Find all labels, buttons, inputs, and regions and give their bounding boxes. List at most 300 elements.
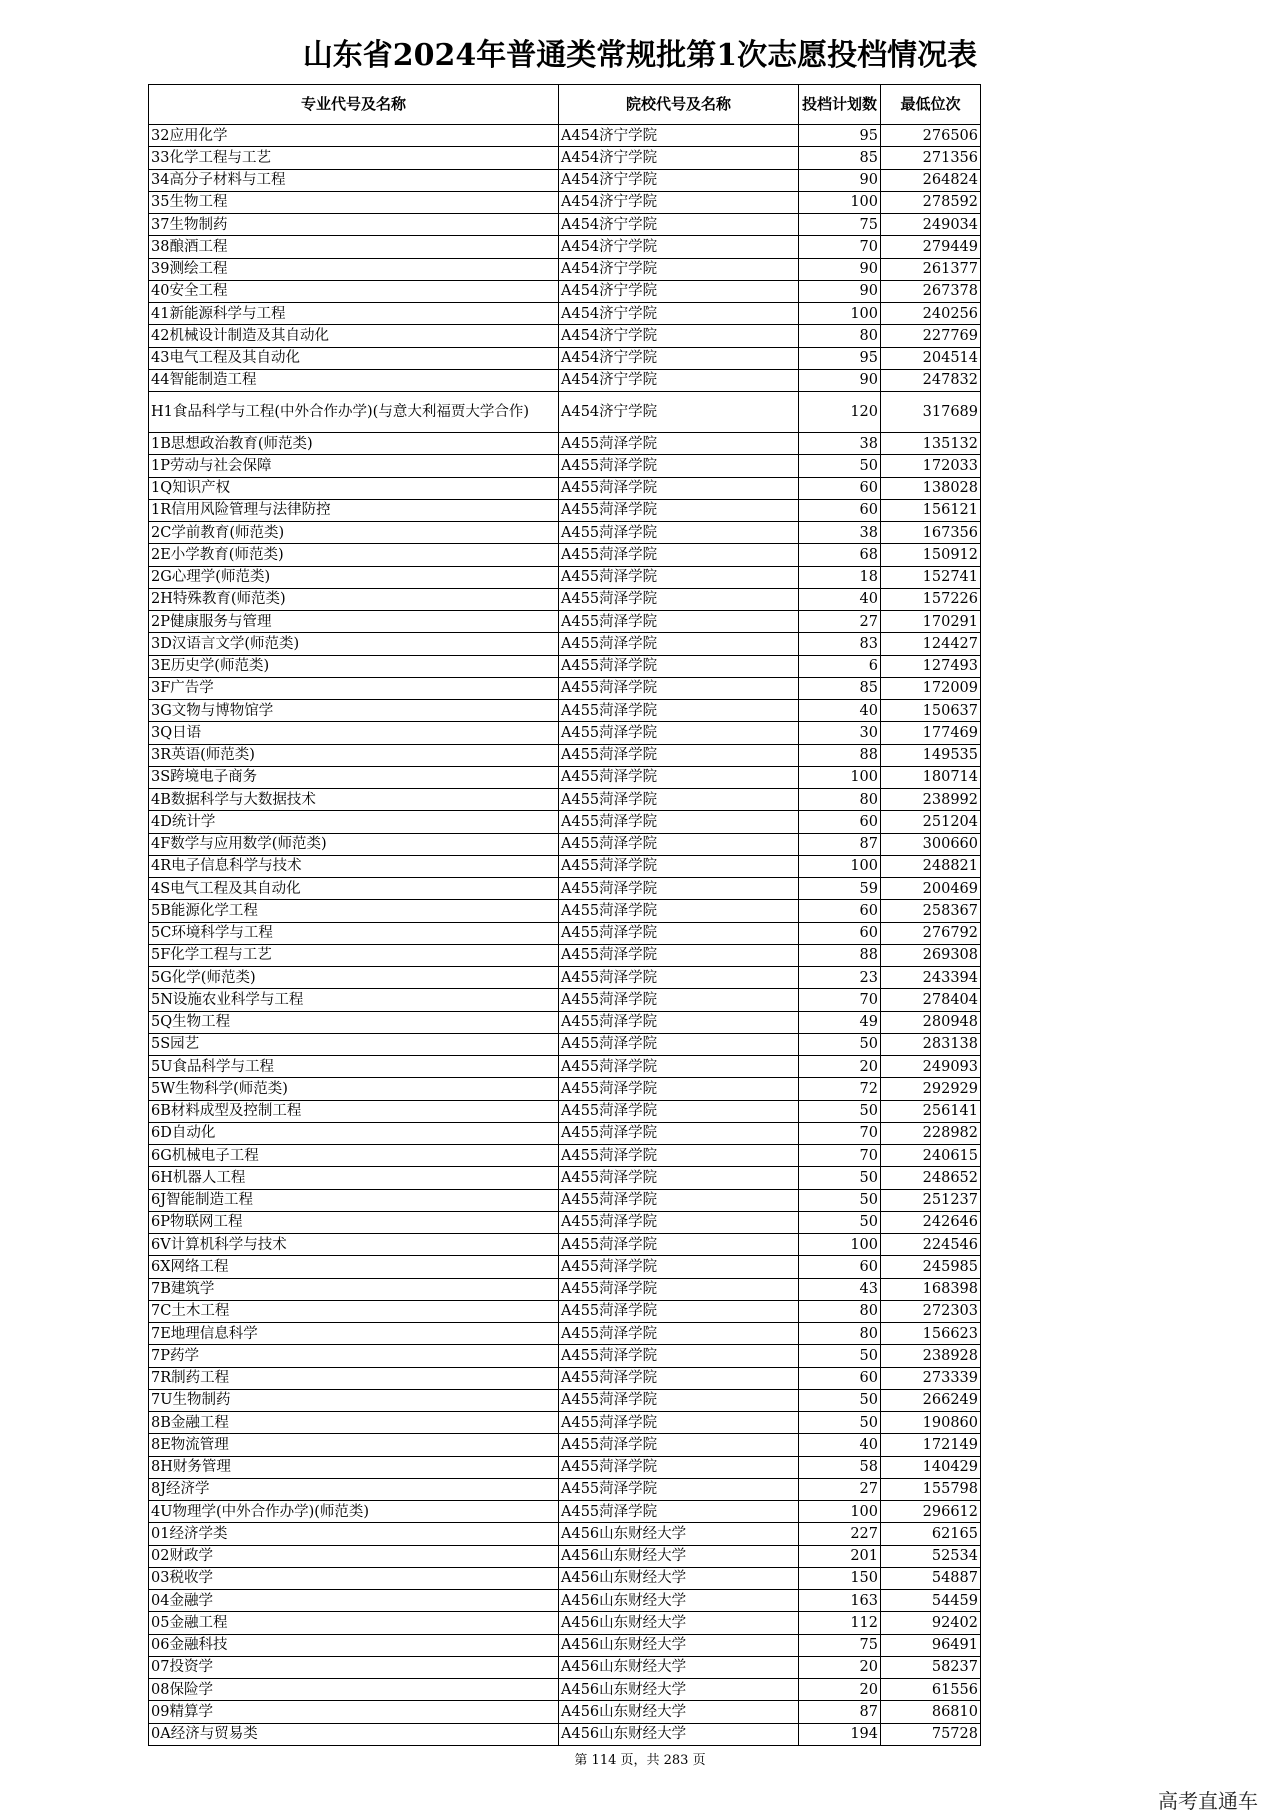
cell-school: A455菏泽学院 bbox=[559, 522, 799, 544]
cell-major: 02财政学 bbox=[149, 1545, 559, 1567]
cell-major: 44智能制造工程 bbox=[149, 369, 559, 391]
cell-plan: 38 bbox=[799, 433, 881, 455]
cell-plan: 150 bbox=[799, 1567, 881, 1589]
cell-plan: 100 bbox=[799, 1501, 881, 1523]
cell-rank: 180714 bbox=[881, 766, 981, 788]
cell-plan: 20 bbox=[799, 1656, 881, 1678]
header-major: 专业代号及名称 bbox=[149, 85, 559, 125]
cell-plan: 38 bbox=[799, 522, 881, 544]
cell-plan: 80 bbox=[799, 1323, 881, 1345]
table-row bbox=[149, 1679, 981, 1701]
cell-school: A455菏泽学院 bbox=[559, 1434, 799, 1456]
cell-plan: 90 bbox=[799, 169, 881, 191]
cell-rank: 276792 bbox=[881, 922, 981, 944]
cell-rank: 62165 bbox=[881, 1523, 981, 1545]
cell-plan: 27 bbox=[799, 611, 881, 633]
cell-rank: 251237 bbox=[881, 1189, 981, 1211]
cell-school: A455菏泽学院 bbox=[559, 1033, 799, 1055]
cell-school: A455菏泽学院 bbox=[559, 722, 799, 744]
cell-plan: 30 bbox=[799, 722, 881, 744]
table-row bbox=[149, 989, 981, 1011]
table-row bbox=[149, 1033, 981, 1055]
table-row bbox=[149, 1167, 981, 1189]
table-row bbox=[149, 125, 981, 147]
cell-rank: 135132 bbox=[881, 433, 981, 455]
page-title: 山东省2024年普通类常规批第1次志愿投档情况表 bbox=[302, 38, 978, 73]
cell-school: A456山东财经大学 bbox=[559, 1679, 799, 1701]
cell-major: 3Q日语 bbox=[149, 722, 559, 744]
cell-school: A455菏泽学院 bbox=[559, 566, 799, 588]
cell-major: 0A经济与贸易类 bbox=[149, 1723, 559, 1745]
cell-major: 2G心理学(师范类) bbox=[149, 566, 559, 588]
cell-plan: 68 bbox=[799, 544, 881, 566]
cell-rank: 245985 bbox=[881, 1256, 981, 1278]
table-row bbox=[149, 677, 981, 699]
table-row bbox=[149, 900, 981, 922]
table-row bbox=[149, 455, 981, 477]
cell-school: A454济宁学院 bbox=[559, 325, 799, 347]
cell-rank: 266249 bbox=[881, 1389, 981, 1411]
cell-school: A455菏泽学院 bbox=[559, 1456, 799, 1478]
cell-rank: 52534 bbox=[881, 1545, 981, 1567]
table-row bbox=[149, 1300, 981, 1322]
table-row bbox=[149, 1434, 981, 1456]
cell-major: 3E历史学(师范类) bbox=[149, 655, 559, 677]
cell-rank: 271356 bbox=[881, 147, 981, 169]
cell-major: 7R制药工程 bbox=[149, 1367, 559, 1389]
cell-school: A456山东财经大学 bbox=[559, 1590, 799, 1612]
cell-school: A455菏泽学院 bbox=[559, 655, 799, 677]
table-row bbox=[149, 855, 981, 877]
cell-plan: 60 bbox=[799, 477, 881, 499]
cell-rank: 272303 bbox=[881, 1300, 981, 1322]
table-row bbox=[149, 1456, 981, 1478]
table-row bbox=[149, 1501, 981, 1523]
cell-rank: 150912 bbox=[881, 544, 981, 566]
cell-major: 3S跨境电子商务 bbox=[149, 766, 559, 788]
cell-school: A454济宁学院 bbox=[559, 392, 799, 433]
table-row bbox=[149, 1389, 981, 1411]
table-row bbox=[149, 303, 981, 325]
cell-major: 5S园艺 bbox=[149, 1033, 559, 1055]
cell-major: 2E小学教育(师范类) bbox=[149, 544, 559, 566]
cell-rank: 278592 bbox=[881, 191, 981, 213]
cell-rank: 269308 bbox=[881, 944, 981, 966]
cell-rank: 177469 bbox=[881, 722, 981, 744]
cell-school: A455菏泽学院 bbox=[559, 1145, 799, 1167]
table-row bbox=[149, 1189, 981, 1211]
cell-major: 40安全工程 bbox=[149, 280, 559, 302]
cell-school: A455菏泽学院 bbox=[559, 989, 799, 1011]
cell-school: A455菏泽学院 bbox=[559, 1323, 799, 1345]
cell-plan: 95 bbox=[799, 125, 881, 147]
cell-major: 06金融科技 bbox=[149, 1634, 559, 1656]
cell-rank: 247832 bbox=[881, 369, 981, 391]
cell-plan: 100 bbox=[799, 855, 881, 877]
table-row bbox=[149, 1478, 981, 1500]
cell-major: 32应用化学 bbox=[149, 125, 559, 147]
cell-major: 1B思想政治教育(师范类) bbox=[149, 433, 559, 455]
cell-rank: 267378 bbox=[881, 280, 981, 302]
table-row bbox=[149, 1656, 981, 1678]
cell-rank: 54459 bbox=[881, 1590, 981, 1612]
table-header-row bbox=[149, 85, 981, 125]
table-row bbox=[149, 1056, 981, 1078]
cell-major: 01经济学类 bbox=[149, 1523, 559, 1545]
cell-plan: 90 bbox=[799, 369, 881, 391]
cell-school: A455菏泽学院 bbox=[559, 1211, 799, 1233]
cell-major: 5F化学工程与工艺 bbox=[149, 944, 559, 966]
table-row bbox=[149, 1545, 981, 1567]
cell-major: 1R信用风险管理与法律防控 bbox=[149, 499, 559, 521]
cell-plan: 90 bbox=[799, 280, 881, 302]
cell-major: H1食品科学与工程(中外合作办学)(与意大利福贾大学合作) bbox=[149, 392, 559, 433]
cell-school: A455菏泽学院 bbox=[559, 1345, 799, 1367]
cell-school: A456山东财经大学 bbox=[559, 1567, 799, 1589]
cell-plan: 58 bbox=[799, 1456, 881, 1478]
cell-major: 5C环境科学与工程 bbox=[149, 922, 559, 944]
cell-major: 6G机械电子工程 bbox=[149, 1145, 559, 1167]
table-row bbox=[149, 1122, 981, 1144]
table-row bbox=[149, 766, 981, 788]
cell-major: 2P健康服务与管理 bbox=[149, 611, 559, 633]
cell-school: A455菏泽学院 bbox=[559, 833, 799, 855]
cell-rank: 170291 bbox=[881, 611, 981, 633]
cell-plan: 201 bbox=[799, 1545, 881, 1567]
cell-rank: 292929 bbox=[881, 1078, 981, 1100]
cell-major: 6P物联网工程 bbox=[149, 1211, 559, 1233]
cell-school: A455菏泽学院 bbox=[559, 588, 799, 610]
cell-school: A455菏泽学院 bbox=[559, 878, 799, 900]
table-row bbox=[149, 477, 981, 499]
cell-school: A455菏泽学院 bbox=[559, 766, 799, 788]
cell-plan: 112 bbox=[799, 1612, 881, 1634]
cell-rank: 317689 bbox=[881, 392, 981, 433]
cell-rank: 273339 bbox=[881, 1367, 981, 1389]
cell-rank: 238992 bbox=[881, 789, 981, 811]
cell-major: 37生物制药 bbox=[149, 214, 559, 236]
cell-plan: 75 bbox=[799, 1634, 881, 1656]
cell-plan: 80 bbox=[799, 325, 881, 347]
cell-rank: 172033 bbox=[881, 455, 981, 477]
cell-rank: 168398 bbox=[881, 1278, 981, 1300]
cell-school: A455菏泽学院 bbox=[559, 633, 799, 655]
table-row bbox=[149, 878, 981, 900]
cell-plan: 85 bbox=[799, 147, 881, 169]
cell-school: A455菏泽学院 bbox=[559, 1189, 799, 1211]
cell-school: A456山东财经大学 bbox=[559, 1545, 799, 1567]
cell-plan: 80 bbox=[799, 789, 881, 811]
cell-major: 4D统计学 bbox=[149, 811, 559, 833]
cell-major: 4B数据科学与大数据技术 bbox=[149, 789, 559, 811]
cell-school: A455菏泽学院 bbox=[559, 1078, 799, 1100]
cell-school: A455菏泽学院 bbox=[559, 1278, 799, 1300]
cell-plan: 50 bbox=[799, 1100, 881, 1122]
table-row bbox=[149, 744, 981, 766]
cell-plan: 50 bbox=[799, 455, 881, 477]
cell-school: A455菏泽学院 bbox=[559, 744, 799, 766]
cell-major: 33化学工程与工艺 bbox=[149, 147, 559, 169]
cell-major: 2H特殊教育(师范类) bbox=[149, 588, 559, 610]
cell-rank: 75728 bbox=[881, 1723, 981, 1745]
cell-major: 03税收学 bbox=[149, 1567, 559, 1589]
cell-rank: 242646 bbox=[881, 1211, 981, 1233]
cell-plan: 50 bbox=[799, 1189, 881, 1211]
cell-school: A455菏泽学院 bbox=[559, 455, 799, 477]
cell-rank: 296612 bbox=[881, 1501, 981, 1523]
cell-rank: 172009 bbox=[881, 677, 981, 699]
cell-school: A454济宁学院 bbox=[559, 347, 799, 369]
cell-major: 41新能源科学与工程 bbox=[149, 303, 559, 325]
table-row bbox=[149, 236, 981, 258]
cell-plan: 88 bbox=[799, 944, 881, 966]
cell-rank: 283138 bbox=[881, 1033, 981, 1055]
cell-rank: 138028 bbox=[881, 477, 981, 499]
cell-rank: 156121 bbox=[881, 499, 981, 521]
cell-major: 7C土木工程 bbox=[149, 1300, 559, 1322]
cell-plan: 90 bbox=[799, 258, 881, 280]
table-row bbox=[149, 392, 981, 433]
page-footer: 第 114 页，共 283 页 bbox=[574, 1753, 706, 1768]
table-row bbox=[149, 169, 981, 191]
cell-plan: 20 bbox=[799, 1056, 881, 1078]
cell-major: 34高分子材料与工程 bbox=[149, 169, 559, 191]
cell-major: 5U食品科学与工程 bbox=[149, 1056, 559, 1078]
table-row bbox=[149, 1567, 981, 1589]
cell-plan: 227 bbox=[799, 1523, 881, 1545]
cell-school: A454济宁学院 bbox=[559, 191, 799, 213]
cell-major: 3R英语(师范类) bbox=[149, 744, 559, 766]
cell-school: A455菏泽学院 bbox=[559, 544, 799, 566]
cell-plan: 70 bbox=[799, 1145, 881, 1167]
watermark: 高考直通车 bbox=[1158, 1789, 1258, 1813]
cell-rank: 124427 bbox=[881, 633, 981, 655]
cell-rank: 155798 bbox=[881, 1478, 981, 1500]
cell-school: A454济宁学院 bbox=[559, 280, 799, 302]
cell-school: A455菏泽学院 bbox=[559, 1389, 799, 1411]
cell-rank: 150637 bbox=[881, 700, 981, 722]
table-row bbox=[149, 1701, 981, 1723]
cell-school: A454济宁学院 bbox=[559, 369, 799, 391]
table-row bbox=[149, 347, 981, 369]
cell-major: 5G化学(师范类) bbox=[149, 967, 559, 989]
cell-rank: 251204 bbox=[881, 811, 981, 833]
cell-plan: 50 bbox=[799, 1211, 881, 1233]
cell-rank: 258367 bbox=[881, 900, 981, 922]
cell-plan: 60 bbox=[799, 1367, 881, 1389]
cell-major: 5B能源化学工程 bbox=[149, 900, 559, 922]
cell-rank: 279449 bbox=[881, 236, 981, 258]
cell-rank: 127493 bbox=[881, 655, 981, 677]
table-row bbox=[149, 1100, 981, 1122]
cell-major: 39测绘工程 bbox=[149, 258, 559, 280]
cell-rank: 204514 bbox=[881, 347, 981, 369]
table-row bbox=[149, 369, 981, 391]
cell-plan: 194 bbox=[799, 1723, 881, 1745]
cell-rank: 238928 bbox=[881, 1345, 981, 1367]
cell-school: A456山东财经大学 bbox=[559, 1723, 799, 1745]
cell-plan: 80 bbox=[799, 1300, 881, 1322]
cell-plan: 100 bbox=[799, 1234, 881, 1256]
cell-school: A455菏泽学院 bbox=[559, 1367, 799, 1389]
cell-rank: 96491 bbox=[881, 1634, 981, 1656]
cell-plan: 43 bbox=[799, 1278, 881, 1300]
cell-plan: 40 bbox=[799, 588, 881, 610]
cell-school: A455菏泽学院 bbox=[559, 700, 799, 722]
cell-major: 5Q生物工程 bbox=[149, 1011, 559, 1033]
cell-major: 8H财务管理 bbox=[149, 1456, 559, 1478]
cell-major: 7P药学 bbox=[149, 1345, 559, 1367]
cell-school: A454济宁学院 bbox=[559, 236, 799, 258]
cell-major: 04金融学 bbox=[149, 1590, 559, 1612]
cell-rank: 200469 bbox=[881, 878, 981, 900]
cell-rank: 278404 bbox=[881, 989, 981, 1011]
cell-rank: 249093 bbox=[881, 1056, 981, 1078]
cell-rank: 224546 bbox=[881, 1234, 981, 1256]
cell-school: A455菏泽学院 bbox=[559, 1412, 799, 1434]
table-row bbox=[149, 258, 981, 280]
table-row bbox=[149, 633, 981, 655]
cell-plan: 100 bbox=[799, 303, 881, 325]
cell-major: 8E物流管理 bbox=[149, 1434, 559, 1456]
cell-plan: 87 bbox=[799, 1701, 881, 1723]
table-row bbox=[149, 655, 981, 677]
cell-school: A455菏泽学院 bbox=[559, 1478, 799, 1500]
cell-plan: 83 bbox=[799, 633, 881, 655]
table-row bbox=[149, 191, 981, 213]
table-row bbox=[149, 833, 981, 855]
cell-school: A455菏泽学院 bbox=[559, 433, 799, 455]
table-row bbox=[149, 522, 981, 544]
cell-rank: 157226 bbox=[881, 588, 981, 610]
cell-rank: 54887 bbox=[881, 1567, 981, 1589]
table-row bbox=[149, 499, 981, 521]
cell-rank: 243394 bbox=[881, 967, 981, 989]
cell-school: A455菏泽学院 bbox=[559, 1300, 799, 1322]
table-row bbox=[149, 700, 981, 722]
table-row bbox=[149, 280, 981, 302]
table-row bbox=[149, 722, 981, 744]
table-row bbox=[149, 1145, 981, 1167]
cell-school: A456山东财经大学 bbox=[559, 1612, 799, 1634]
cell-school: A455菏泽学院 bbox=[559, 477, 799, 499]
cell-plan: 85 bbox=[799, 677, 881, 699]
table-row bbox=[149, 325, 981, 347]
cell-plan: 70 bbox=[799, 1122, 881, 1144]
cell-rank: 58237 bbox=[881, 1656, 981, 1678]
cell-major: 07投资学 bbox=[149, 1656, 559, 1678]
cell-rank: 190860 bbox=[881, 1412, 981, 1434]
table-row bbox=[149, 214, 981, 236]
cell-major: 38酿酒工程 bbox=[149, 236, 559, 258]
cell-plan: 75 bbox=[799, 214, 881, 236]
cell-major: 1P劳动与社会保障 bbox=[149, 455, 559, 477]
cell-major: 6V计算机科学与技术 bbox=[149, 1234, 559, 1256]
cell-major: 35生物工程 bbox=[149, 191, 559, 213]
cell-major: 6H机器人工程 bbox=[149, 1167, 559, 1189]
table-row bbox=[149, 1612, 981, 1634]
cell-school: A455菏泽学院 bbox=[559, 967, 799, 989]
table-row bbox=[149, 147, 981, 169]
cell-school: A455菏泽学院 bbox=[559, 900, 799, 922]
cell-plan: 60 bbox=[799, 499, 881, 521]
cell-rank: 300660 bbox=[881, 833, 981, 855]
cell-plan: 50 bbox=[799, 1033, 881, 1055]
cell-plan: 60 bbox=[799, 922, 881, 944]
cell-major: 4U物理学(中外合作办学)(师范类) bbox=[149, 1501, 559, 1523]
cell-rank: 248821 bbox=[881, 855, 981, 877]
table-row bbox=[149, 922, 981, 944]
cell-plan: 72 bbox=[799, 1078, 881, 1100]
table-row bbox=[149, 611, 981, 633]
cell-school: A455菏泽学院 bbox=[559, 611, 799, 633]
header-plan: 投档计划数 bbox=[799, 85, 881, 125]
cell-school: A455菏泽学院 bbox=[559, 944, 799, 966]
cell-school: A455菏泽学院 bbox=[559, 1122, 799, 1144]
cell-school: A455菏泽学院 bbox=[559, 922, 799, 944]
cell-school: A456山东财经大学 bbox=[559, 1656, 799, 1678]
cell-school: A456山东财经大学 bbox=[559, 1701, 799, 1723]
cell-school: A455菏泽学院 bbox=[559, 1056, 799, 1078]
cell-plan: 70 bbox=[799, 236, 881, 258]
cell-school: A455菏泽学院 bbox=[559, 677, 799, 699]
header-school: 院校代号及名称 bbox=[559, 85, 799, 125]
cell-school: A456山东财经大学 bbox=[559, 1523, 799, 1545]
cell-rank: 92402 bbox=[881, 1612, 981, 1634]
cell-rank: 261377 bbox=[881, 258, 981, 280]
table-row bbox=[149, 544, 981, 566]
cell-school: A454济宁学院 bbox=[559, 125, 799, 147]
cell-major: 42机械设计制造及其自动化 bbox=[149, 325, 559, 347]
cell-school: A455菏泽学院 bbox=[559, 1234, 799, 1256]
table-row bbox=[149, 1278, 981, 1300]
cell-rank: 156623 bbox=[881, 1323, 981, 1345]
cell-rank: 167356 bbox=[881, 522, 981, 544]
cell-plan: 50 bbox=[799, 1412, 881, 1434]
cell-rank: 227769 bbox=[881, 325, 981, 347]
table-row bbox=[149, 433, 981, 455]
table-row bbox=[149, 967, 981, 989]
cell-major: 43电气工程及其自动化 bbox=[149, 347, 559, 369]
cell-plan: 95 bbox=[799, 347, 881, 369]
cell-rank: 280948 bbox=[881, 1011, 981, 1033]
table-row bbox=[149, 1211, 981, 1233]
table-row bbox=[149, 1234, 981, 1256]
cell-major: 8B金融工程 bbox=[149, 1412, 559, 1434]
cell-school: A455菏泽学院 bbox=[559, 1256, 799, 1278]
cell-plan: 59 bbox=[799, 878, 881, 900]
cell-plan: 100 bbox=[799, 191, 881, 213]
cell-major: 7B建筑学 bbox=[149, 1278, 559, 1300]
cell-plan: 163 bbox=[799, 1590, 881, 1612]
cell-plan: 120 bbox=[799, 392, 881, 433]
cell-major: 6B材料成型及控制工程 bbox=[149, 1100, 559, 1122]
cell-plan: 100 bbox=[799, 766, 881, 788]
cell-school: A454济宁学院 bbox=[559, 258, 799, 280]
cell-rank: 264824 bbox=[881, 169, 981, 191]
cell-major: 3D汉语言文学(师范类) bbox=[149, 633, 559, 655]
cell-rank: 240256 bbox=[881, 303, 981, 325]
cell-plan: 50 bbox=[799, 1167, 881, 1189]
cell-plan: 88 bbox=[799, 744, 881, 766]
admission-table bbox=[148, 84, 981, 1746]
table-row bbox=[149, 1634, 981, 1656]
cell-school: A455菏泽学院 bbox=[559, 1167, 799, 1189]
cell-school: A455菏泽学院 bbox=[559, 855, 799, 877]
cell-major: 1Q知识产权 bbox=[149, 477, 559, 499]
cell-school: A455菏泽学院 bbox=[559, 1011, 799, 1033]
cell-plan: 70 bbox=[799, 989, 881, 1011]
